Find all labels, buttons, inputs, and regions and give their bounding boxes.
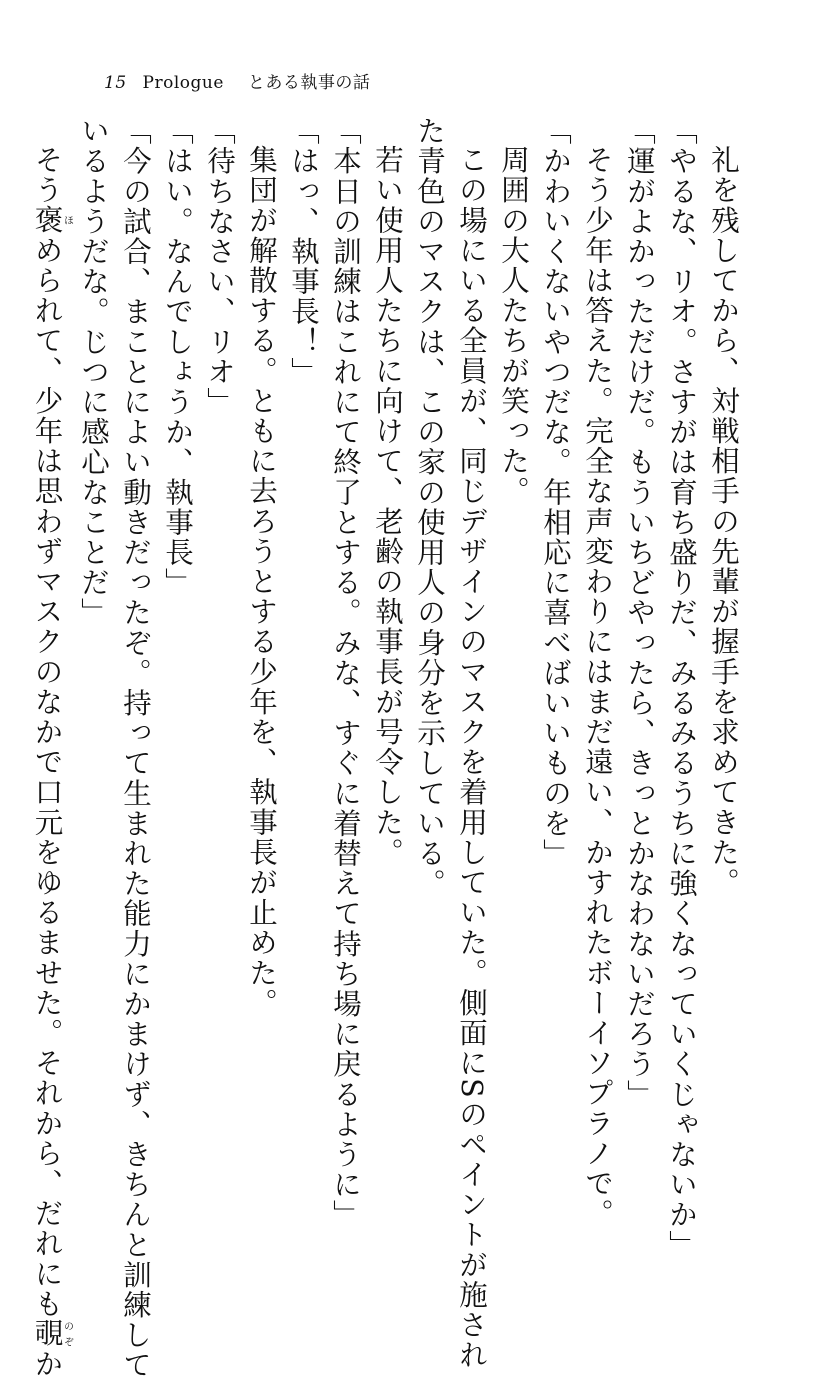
vertical-body-text — [30, 116, 744, 1380]
page-number: 15 — [104, 73, 127, 93]
text-line: 周囲の大人たちが笑った。 — [497, 144, 530, 506]
text-line: た青色のマスクは、この家の使用人の身分を示している。 — [413, 116, 446, 899]
text-line: 「はっ、執事長！」 — [287, 116, 320, 387]
chapter-label: Prologue — [142, 73, 224, 93]
text-line: 「今の試合、まことによい動きだったぞ。持って生まれた能力にかまけず、きちんと訓練して — [119, 116, 152, 1380]
text-line: 若い使用人たちに向けて、老齢の執事長が号令した。 — [371, 144, 404, 867]
text-line: 集団が解散する。ともに去ろうとする少年を、執事長が止めた。 — [245, 144, 278, 1018]
text-line: 「やるな、リオ。さすがは育ち盛りだ、みるみるうちに強くなっていくじゃないか」 — [665, 116, 698, 1260]
text-line: 「運がよかっただけだ。もういちどやったら、きっとかなわないだろう」 — [623, 116, 656, 1110]
text-line: いるようだな。じつに感心なことだ」 — [77, 116, 110, 628]
ruby-word — [30, 1318, 73, 1349]
ruby-base: 褒 — [30, 204, 64, 235]
text-line-with-ruby — [26, 116, 73, 1379]
text-line: そう少年は答えた。完全な声変わりにはまだ遠い、かすれたボーイソプラノで。 — [581, 144, 614, 1229]
text-line: 「はい。なんでしょうか、執事長」 — [161, 116, 194, 598]
ruby-base: 覗 — [30, 1318, 64, 1349]
running-header — [104, 68, 370, 93]
text-segment: か — [30, 1348, 64, 1379]
text-line: 礼を残してから、対戦相手の先輩が握手を求めてきた。 — [707, 144, 740, 897]
text-segment: められて、少年は思わずマスクのなかで口元をゆるませた。それから、だれにも — [30, 234, 64, 1319]
ruby-reading: のぞ — [61, 1318, 73, 1349]
text-line: 「かわいくないやつだな。年相応に喜べばいいものを」 — [539, 116, 572, 869]
chapter-title: とある執事の話 — [247, 73, 371, 93]
text-segment: そう — [30, 144, 64, 205]
text-line: この場にいる全員が、同じデザインのマスクを着用していた。側面にSのペイントが施され — [455, 144, 488, 1370]
ruby-reading: ほ — [61, 204, 73, 235]
ruby-word — [30, 204, 73, 235]
text-line: 「本日の訓練はこれにて終了とする。みな、すぐに着替えて持ち場に戻るように」 — [329, 116, 362, 1230]
text-line: 「待ちなさい、リオ」 — [203, 116, 236, 417]
